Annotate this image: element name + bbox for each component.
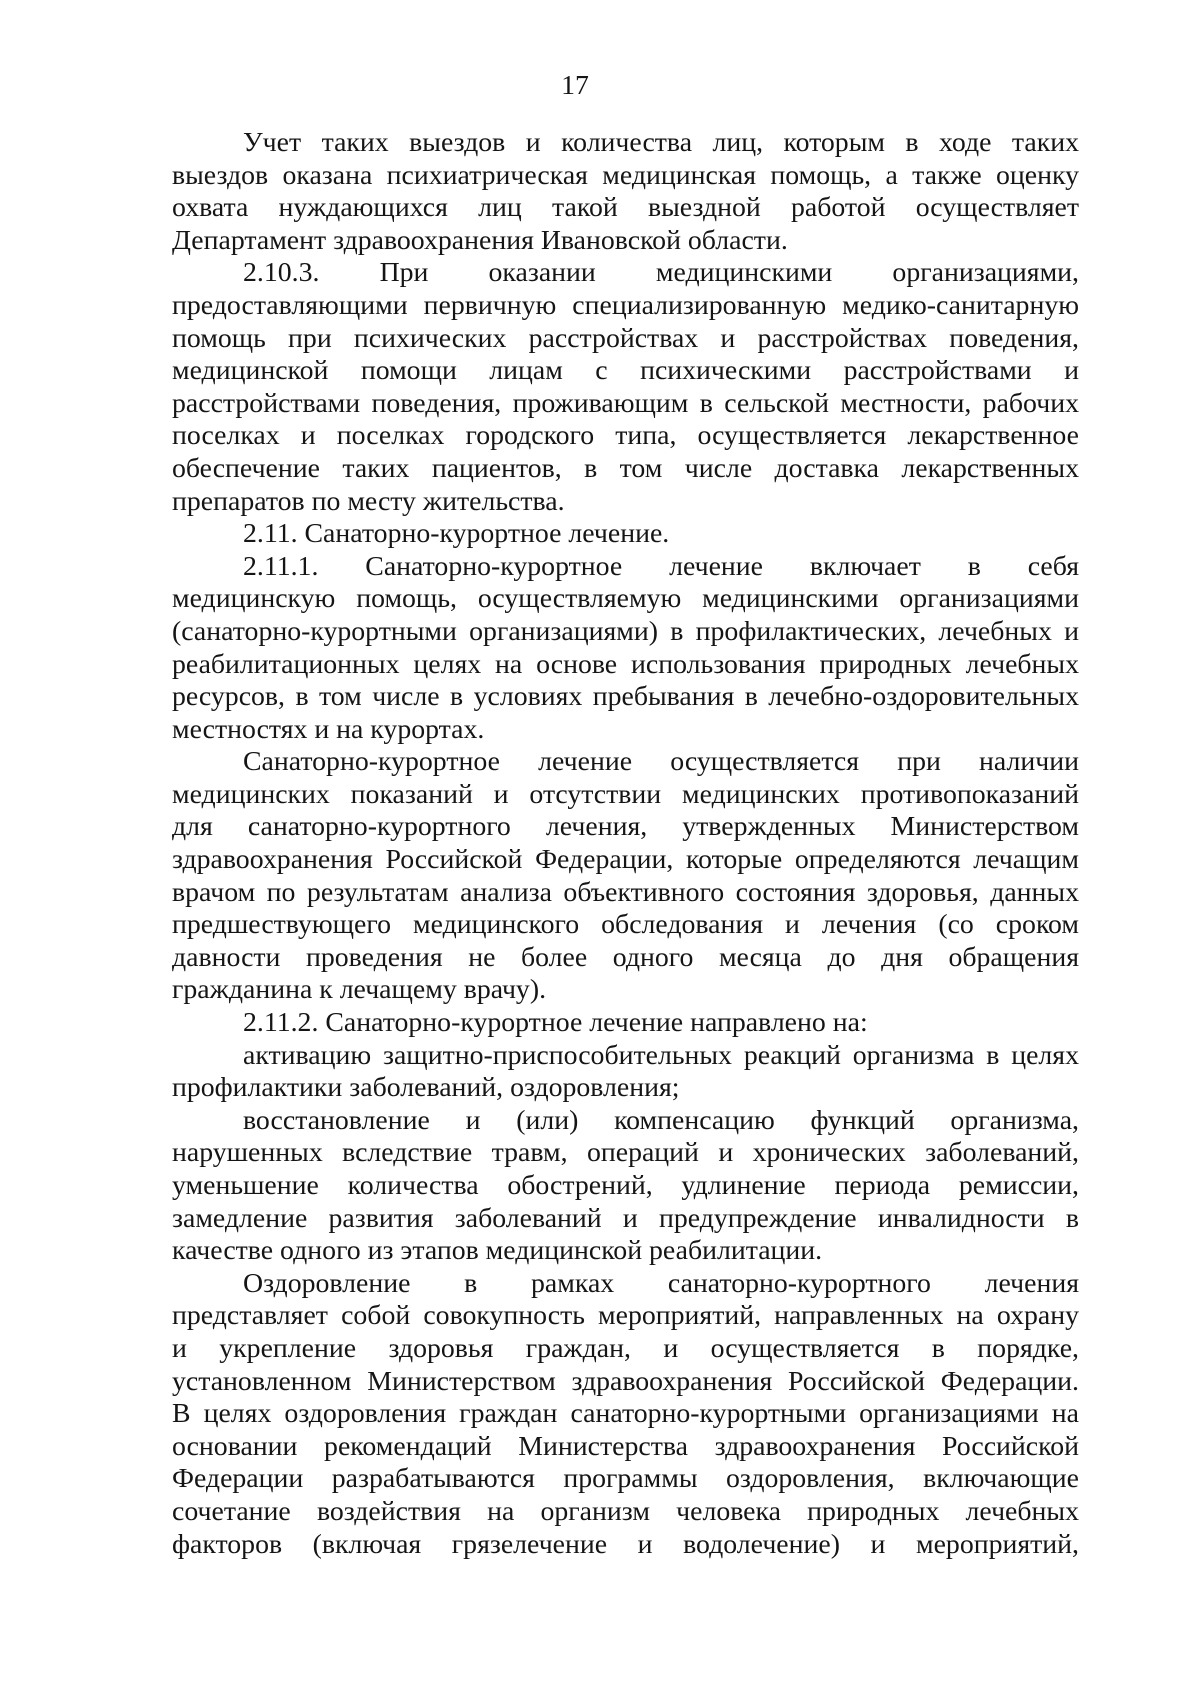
text-line: Федерации разрабатываются программы оздоровления, включающие <box>172 1463 1079 1495</box>
text-line: Оздоровление в рамках санаторно-курортного лечения <box>243 1267 1079 1299</box>
text-line: представляет собой совокупность мероприятий, направленных на охрану <box>172 1300 1079 1332</box>
text-line: гражданина к лечащему врачу). <box>172 974 547 1006</box>
text-line: восстановление и (или) компенсацию функций организма, <box>243 1104 1079 1136</box>
text-line: (санаторно-курортными организациями) в профилактических, лечебных и <box>172 615 1079 647</box>
text-line: нарушенных вследствие травм, операций и хронических заболеваний, <box>172 1137 1079 1169</box>
text-line: 2.11. Санаторно-курортное лечение. <box>243 518 670 550</box>
paragraph <box>172 518 1079 551</box>
paragraph <box>172 1040 1079 1105</box>
text-line: установленном Министерством здравоохранения Российской Федерации. <box>172 1365 1079 1397</box>
text-line: замедление развития заболеваний и предупреждение инвалидности в <box>172 1202 1079 1234</box>
text-line: обеспечение таких пациентов, в том числе доставка лекарственных <box>172 452 1079 484</box>
text-line: ресурсов, в том числе в условиях пребывания в лечебно-оздоровительных <box>172 681 1079 713</box>
text-line: В целях оздоровления граждан санаторно-курортными организациями на <box>172 1398 1079 1430</box>
text-line: выездов оказана психиатрическая медицинская помощь, а также оценку <box>172 159 1079 191</box>
paragraph <box>172 746 1079 1007</box>
text-line: медицинской помощи лицам с психическими расстройствами и <box>172 355 1079 387</box>
text-line: 2.11.1. Санаторно-курортное лечение включает в себя <box>243 550 1079 582</box>
text-line: Департамент здравоохранения Ивановской области. <box>172 224 788 256</box>
text-line: качестве одного из этапов медицинской реабилитации. <box>172 1235 823 1267</box>
paragraph <box>172 127 1079 257</box>
text-line: врачом по результатам анализа объективного состояния здоровья, данных <box>172 876 1079 908</box>
text-line: уменьшение количества обострений, удлинение периода ремиссии, <box>172 1170 1079 1201</box>
text-line: 2.11.2. Санаторно-курортное лечение направлено на: <box>243 1007 868 1039</box>
text-line: помощь при психических расстройствах и расстройствах поведения, <box>172 322 1079 354</box>
page-number: 17 <box>561 70 589 101</box>
text-line: медицинских показаний и отсутствии медицинских противопоказаний <box>172 778 1079 810</box>
text-line: Учет таких выездов и количества лиц, которым в ходе таких <box>243 127 1079 158</box>
text-line: предоставляющими первичную специализированную медико-санитарную <box>172 289 1079 321</box>
paragraph <box>172 1007 1079 1040</box>
text-line: и укрепление здоровья граждан, и осуществляется в порядке, <box>172 1332 1079 1364</box>
paragraph <box>172 1268 1079 1561</box>
paragraph <box>172 551 1079 747</box>
text-line: 2.10.3. При оказании медицинскими организациями, <box>243 257 1079 289</box>
text-line: сочетание воздействия на организм человека природных лечебных <box>172 1495 1079 1527</box>
text-line: Санаторно-курортное лечение осуществляется при наличии <box>243 746 1079 778</box>
paragraph <box>172 257 1079 518</box>
text-line: давности проведения не более одного месяца до дня обращения <box>172 941 1079 973</box>
text-line: здравоохранения Российской Федерации, которые определяются лечащим <box>172 844 1079 876</box>
text-line: поселках и поселках городского типа, осуществляется лекарственное <box>172 420 1079 452</box>
text-line: для санаторно-курортного лечения, утвержденных Министерством <box>172 811 1079 843</box>
text-line: медицинскую помощь, осуществляемую медицинскими организациями <box>172 583 1079 615</box>
text-line: предшествующего медицинского обследования и лечения (со сроком <box>172 909 1079 941</box>
text-line: факторов (включая грязелечение и водолечение) и мероприятий, <box>172 1528 1079 1560</box>
text-line: расстройствами поведения, проживающим в сельской местности, рабочих <box>172 387 1079 419</box>
text-line: профилактики заболеваний, оздоровления; <box>172 1072 680 1104</box>
text-line: активацию защитно-приспособительных реакций организма в целях <box>243 1039 1079 1071</box>
paragraph <box>172 1105 1079 1268</box>
text-line: охвата нуждающихся лиц такой выездной работой осуществляет <box>172 192 1079 224</box>
text-line: основании рекомендаций Министерства здравоохранения Российской <box>172 1430 1079 1462</box>
text-line: реабилитационных целях на основе использования природных лечебных <box>172 648 1079 680</box>
text-line: препаратов по месту жительства. <box>172 485 565 517</box>
document-body <box>172 127 1079 1561</box>
text-line: местностях и на курортах. <box>172 713 485 745</box>
